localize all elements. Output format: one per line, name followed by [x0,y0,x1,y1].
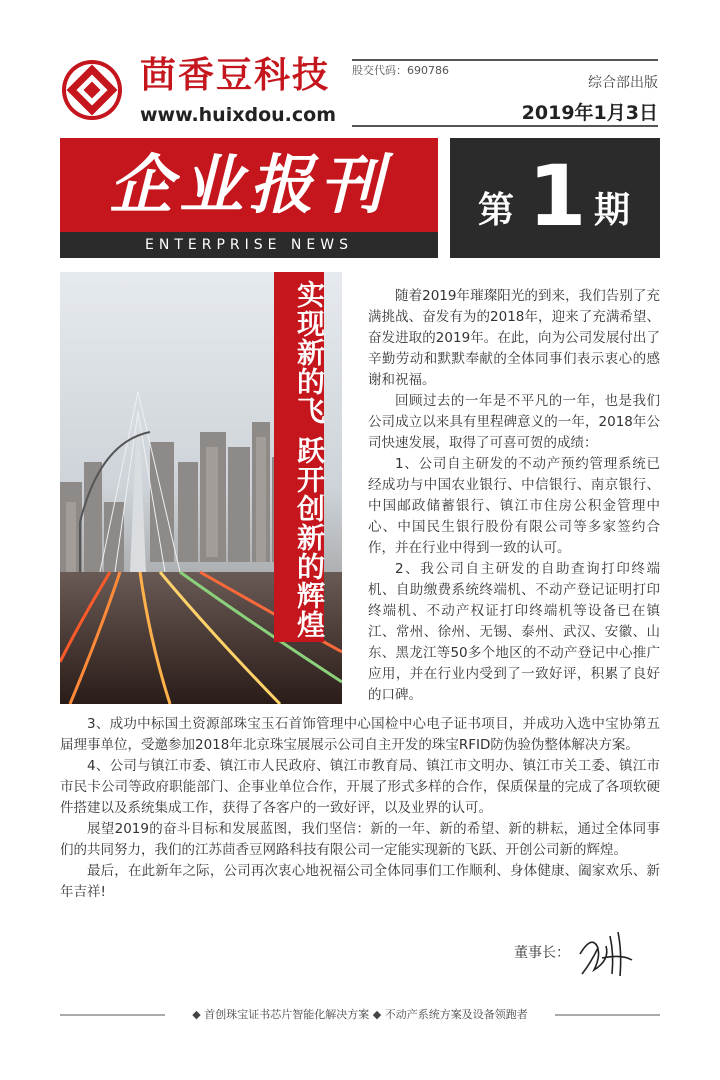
signature-label: 董事长： [514,945,570,961]
handwritten-signature [572,924,642,980]
footer-tagline: ◆ 首创珠宝证书芯片智能化解决方案 ◆ 不动产系统方案及设备领跑者 [192,1008,528,1021]
company-logo [60,58,124,122]
footer-divider [555,1014,660,1016]
header-divider [352,59,658,61]
article-paragraph: 3、成功中标国土资源部珠宝玉石首饰管理中心国检中心电子证书项目，并成功入选中宝协第五届理事单位，受邀参加2018年北京珠宝展展示公司自主开发的珠宝RFID防伪验伪整体解决方案。 [60,716,660,753]
article-paragraph: 2、我公司自主研发的自助查询打印终端机、自助缴费系统终端机、不动产登记证明打印终端机、不动产权证打印终端机等设备已在镇江、常州、徐州、无锡、泰州、武汉、安徽、山东、黑龙江等50多个地区的不动产登记中心推广应用，并在行业内受到了一致好评，积累了良好的口碑。 [368,561,660,703]
article-paragraph: 1、公司自主研发的不动产预约管理系统已经成功与中国农业银行、中信银行、南京银行、中国邮政储蓄银行、镇江市住房公积金管理中心、中国民生银行股份有限公司等多家签约合作，并在行业中得到一致的认可。 [368,456,660,556]
article-paragraph: 最后，在此新年之际，公司再次衷心地祝福公司全体同事们工作顺利、身体健康、阖家欢乐、新年吉祥! [60,863,660,900]
issue-prefix: 第 [478,190,515,231]
department: 综合部出版 [588,75,658,91]
masthead-subtitle: ENTERPRISE NEWS [60,232,438,258]
brand-url[interactable]: www.huixdou.com [140,104,336,126]
stock-code: 股交代码：690786 [352,64,449,77]
issue-number: 1 [528,147,587,245]
article-paragraph: 回顾过去的一年是不平凡的一年，也是我们公司成立以来具有里程碑意义的一年，2018年公司快速发展，取得了可喜可贺的成绩： [368,393,660,451]
headline-banner-text: 实现新的飞 跃开创新的辉煌 [293,280,326,639]
brand-name: 茴香豆科技 [140,55,331,96]
article-paragraph: 4、公司与镇江市委、镇江市人民政府、镇江市教育局、镇江市文明办、镇江市关工委、镇江市市民卡公司等政府职能部门、企事业单位合作，开展了形式多样的合作，保质保量的完成了各项软硬件搭建以及系统集成工作，获得了各客户的一致好评，以及业界的认可。 [60,758,660,816]
issue-date: 2019年1月3日 [521,102,658,124]
footer-divider [60,1014,165,1016]
article-paragraph: 随着2019年璀璨阳光的到来，我们告别了充满挑战、奋发有为的2018年，迎来了充满希望、奋发进取的2019年。在此，向为公司发展付出了辛勤劳动和默默奉献的全体同事们表示衷心的感谢和祝福。 [368,288,660,388]
header-divider [352,125,658,127]
masthead-title: 企业报刊 [109,149,389,223]
issue-suffix: 期 [594,190,631,231]
article-full-width [60,714,660,903]
article-paragraph: 展望2019的奋斗目标和发展蓝图，我们坚信：新的一年、新的希望、新的耕耘，通过全体同事们的共同努力，我们的江苏茴香豆网路科技有限公司一定能实现新的飞跃、开创公司新的辉煌。 [60,821,660,858]
article-column [368,286,660,706]
